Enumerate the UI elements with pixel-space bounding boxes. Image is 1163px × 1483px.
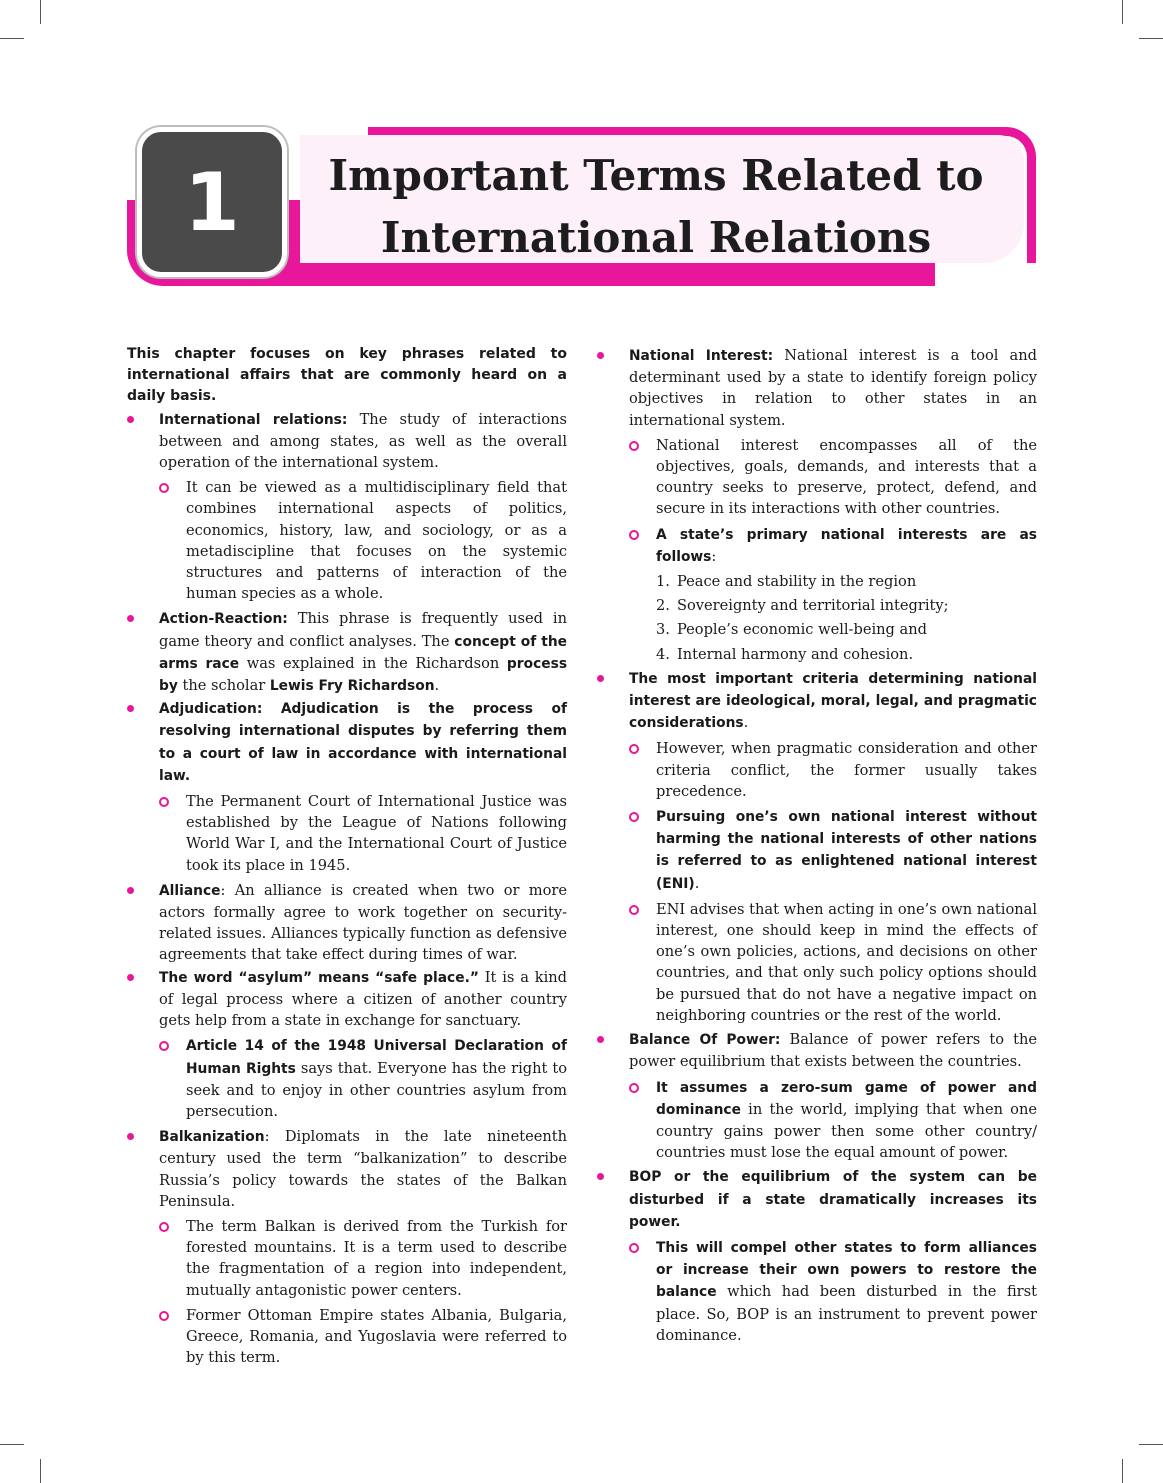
left-column	[127, 344, 567, 1368]
term-text: :	[711, 547, 717, 565]
sub-point: It can be viewed as a multidisciplinary field that combines international aspects of politics, economics, history, law, and sociology, or as a metadiscipline that focuses on the systemic structures and patterns of interaction of the human species as a whole.	[127, 477, 567, 604]
chapter-title-line-2: International Relations	[380, 213, 932, 262]
crop-mark	[1122, 1459, 1123, 1483]
term-label: International relations:	[159, 411, 348, 428]
chapter-title	[318, 145, 994, 269]
term-emphasis: This will compel other states to form alliances or increase their own powers to restore the balance	[656, 1239, 1037, 1301]
chapter-number: 1	[137, 127, 287, 277]
term-label: Balkanization	[159, 1129, 265, 1146]
crop-mark	[40, 0, 41, 24]
term-emphasis: It assumes a zero-sum game of power and dominance	[656, 1079, 1037, 1118]
term-label: The word “asylum” means “safe place.”	[159, 969, 479, 986]
term-label: Adjudication: Adjudication is the process of resolving international disputes by referring them to a court of law in accordance with international law.	[159, 701, 567, 784]
term-text: It is a kind of legal process where a citizen of another country gets help from a state in exchange for sanctuary.	[159, 968, 567, 1030]
item-text: People’s economic well-being and	[677, 621, 927, 639]
sub-point: ENI advises that when acting in one’s own national interest, one should keep in mind the effects of one’s own policies, actions, and decisions on other countries, and that only such policy options should be pursued that do not have a negative impact on neighboring countries or the rest of the world.	[597, 899, 1037, 1026]
numbered-item	[597, 571, 1037, 592]
term-text: : An alliance is created when two or more actors formally agree to work together on security-related issues. Alliances typically function as defensive agreements that take effect during times of war.	[159, 881, 567, 964]
term-asylum	[127, 967, 567, 1032]
term-text: .	[434, 677, 440, 695]
sub-point: The term Balkan is derived from the Turkish for forested mountains. It is a term used to describe the fragmentation of a region into independent, mutually antagonistic power centers.	[127, 1216, 567, 1301]
item-number: 4.	[656, 645, 670, 663]
term-international-relations	[127, 409, 567, 474]
term-text: .	[694, 874, 700, 892]
term-text: which had been disturbed in the first place. So, BOP is an instrument to prevent power dominance.	[656, 1283, 1038, 1344]
sub-point: The Permanent Court of International Justice was established by the League of Nations following World War I, and the International Court of Justice took its place in 1945.	[127, 791, 567, 876]
crop-mark	[0, 1444, 24, 1445]
term-label: Balance Of Power:	[629, 1032, 781, 1049]
term-label: The most important criteria determining national interest are ideological, moral, legal, and pragmatic considerations	[629, 670, 1037, 732]
numbered-item	[597, 644, 1037, 665]
numbered-item	[597, 619, 1037, 640]
sub-point: However, when pragmatic consideration and other criteria conflict, the former usually takes precedence.	[597, 738, 1037, 802]
term-text: in the world, implying that when one country gains power then some other country/ countries must lose the equal amount of power.	[656, 1100, 1038, 1162]
term-emphasis: A state’s primary national interests are as follows	[656, 526, 1037, 565]
crop-mark	[0, 38, 24, 39]
term-emphasis: concept of the arms race	[159, 633, 567, 672]
term-alliance	[127, 880, 567, 966]
term-text: This phrase is frequently used in game theory and conflict analyses. The	[159, 610, 568, 650]
item-text: Internal harmony and cohesion.	[677, 645, 914, 663]
term-label: BOP or the equilibrium of the system can be disturbed if a state dramatically increases its power.	[629, 1169, 1037, 1230]
item-number: 3.	[656, 621, 670, 639]
term-label: Alliance	[159, 882, 221, 899]
chapter-title-line-1: Important Terms Related to	[328, 151, 984, 200]
term-text: The study of interactions between and among states, as well as the overall operation of the international system.	[159, 410, 568, 472]
term-text: : Diplomats in the late nineteenth century used the term “balkanization” to describe Russia’s policy towards the states of the Balkan Peninsula.	[159, 1128, 567, 1210]
item-number: 2.	[656, 597, 670, 615]
right-column	[597, 344, 1037, 1346]
crop-mark	[1139, 38, 1163, 39]
item-text: Sovereignty and territorial integrity;	[677, 597, 949, 615]
crop-mark	[40, 1459, 41, 1483]
crop-mark	[1122, 0, 1123, 24]
term-bop-equilibrium	[597, 1166, 1037, 1233]
term-action-reaction	[127, 608, 567, 697]
term-text: National interest is a tool and determinant used by a state to identify foreign policy objectives in relation to other states in an international system.	[629, 347, 1037, 429]
term-label: National Interest:	[629, 348, 774, 364]
term-text: .	[743, 714, 749, 732]
term-text: was explained in the Richardson	[246, 654, 500, 672]
sub-point	[597, 524, 1037, 568]
numbered-item	[597, 595, 1037, 616]
term-emphasis: Article 14 of the 1948 Universal Declaration of Human Rights	[186, 1038, 567, 1077]
term-emphasis: Lewis Fry Richardson	[269, 678, 435, 695]
term-text: says that. Everyone has the right to seek and to enjoy in other countries asylum from persecution.	[186, 1059, 567, 1120]
term-balance-of-power	[597, 1029, 1037, 1072]
sub-point: National interest encompasses all of the objectives, goals, demands, and interests that a country seeks to preserve, protect, defend, and secure in its interactions with other countries.	[597, 435, 1037, 520]
sub-point	[597, 1237, 1037, 1346]
item-number: 1.	[656, 573, 670, 591]
term-national-interest	[597, 345, 1037, 431]
sub-point	[127, 1035, 567, 1122]
sub-point	[597, 1077, 1037, 1164]
term-text: Balance of power refers to the power equilibrium that exists between the countries.	[629, 1031, 1037, 1071]
sub-point: Former Ottoman Empire states Albania, Bulgaria, Greece, Romania, and Yugoslavia were referred to by this term.	[127, 1305, 567, 1369]
item-text: Peace and stability in the region	[677, 573, 917, 591]
term-balkanization	[127, 1126, 567, 1212]
term-text: the scholar	[182, 677, 266, 695]
term-label: Action-Reaction:	[159, 611, 288, 628]
term-adjudication	[127, 698, 567, 787]
term-criteria	[597, 668, 1037, 735]
sub-point	[597, 806, 1037, 895]
crop-mark	[1139, 1444, 1163, 1445]
intro-paragraph: This chapter focuses on key phrases related to international affairs that are commonly heard on a daily basis.	[127, 346, 567, 405]
term-emphasis: Pursuing one’s own national interest without harming the national interests of other nations is referred to as enlightened national interest (ENI)	[656, 809, 1037, 892]
term-emphasis: process by	[159, 655, 568, 695]
